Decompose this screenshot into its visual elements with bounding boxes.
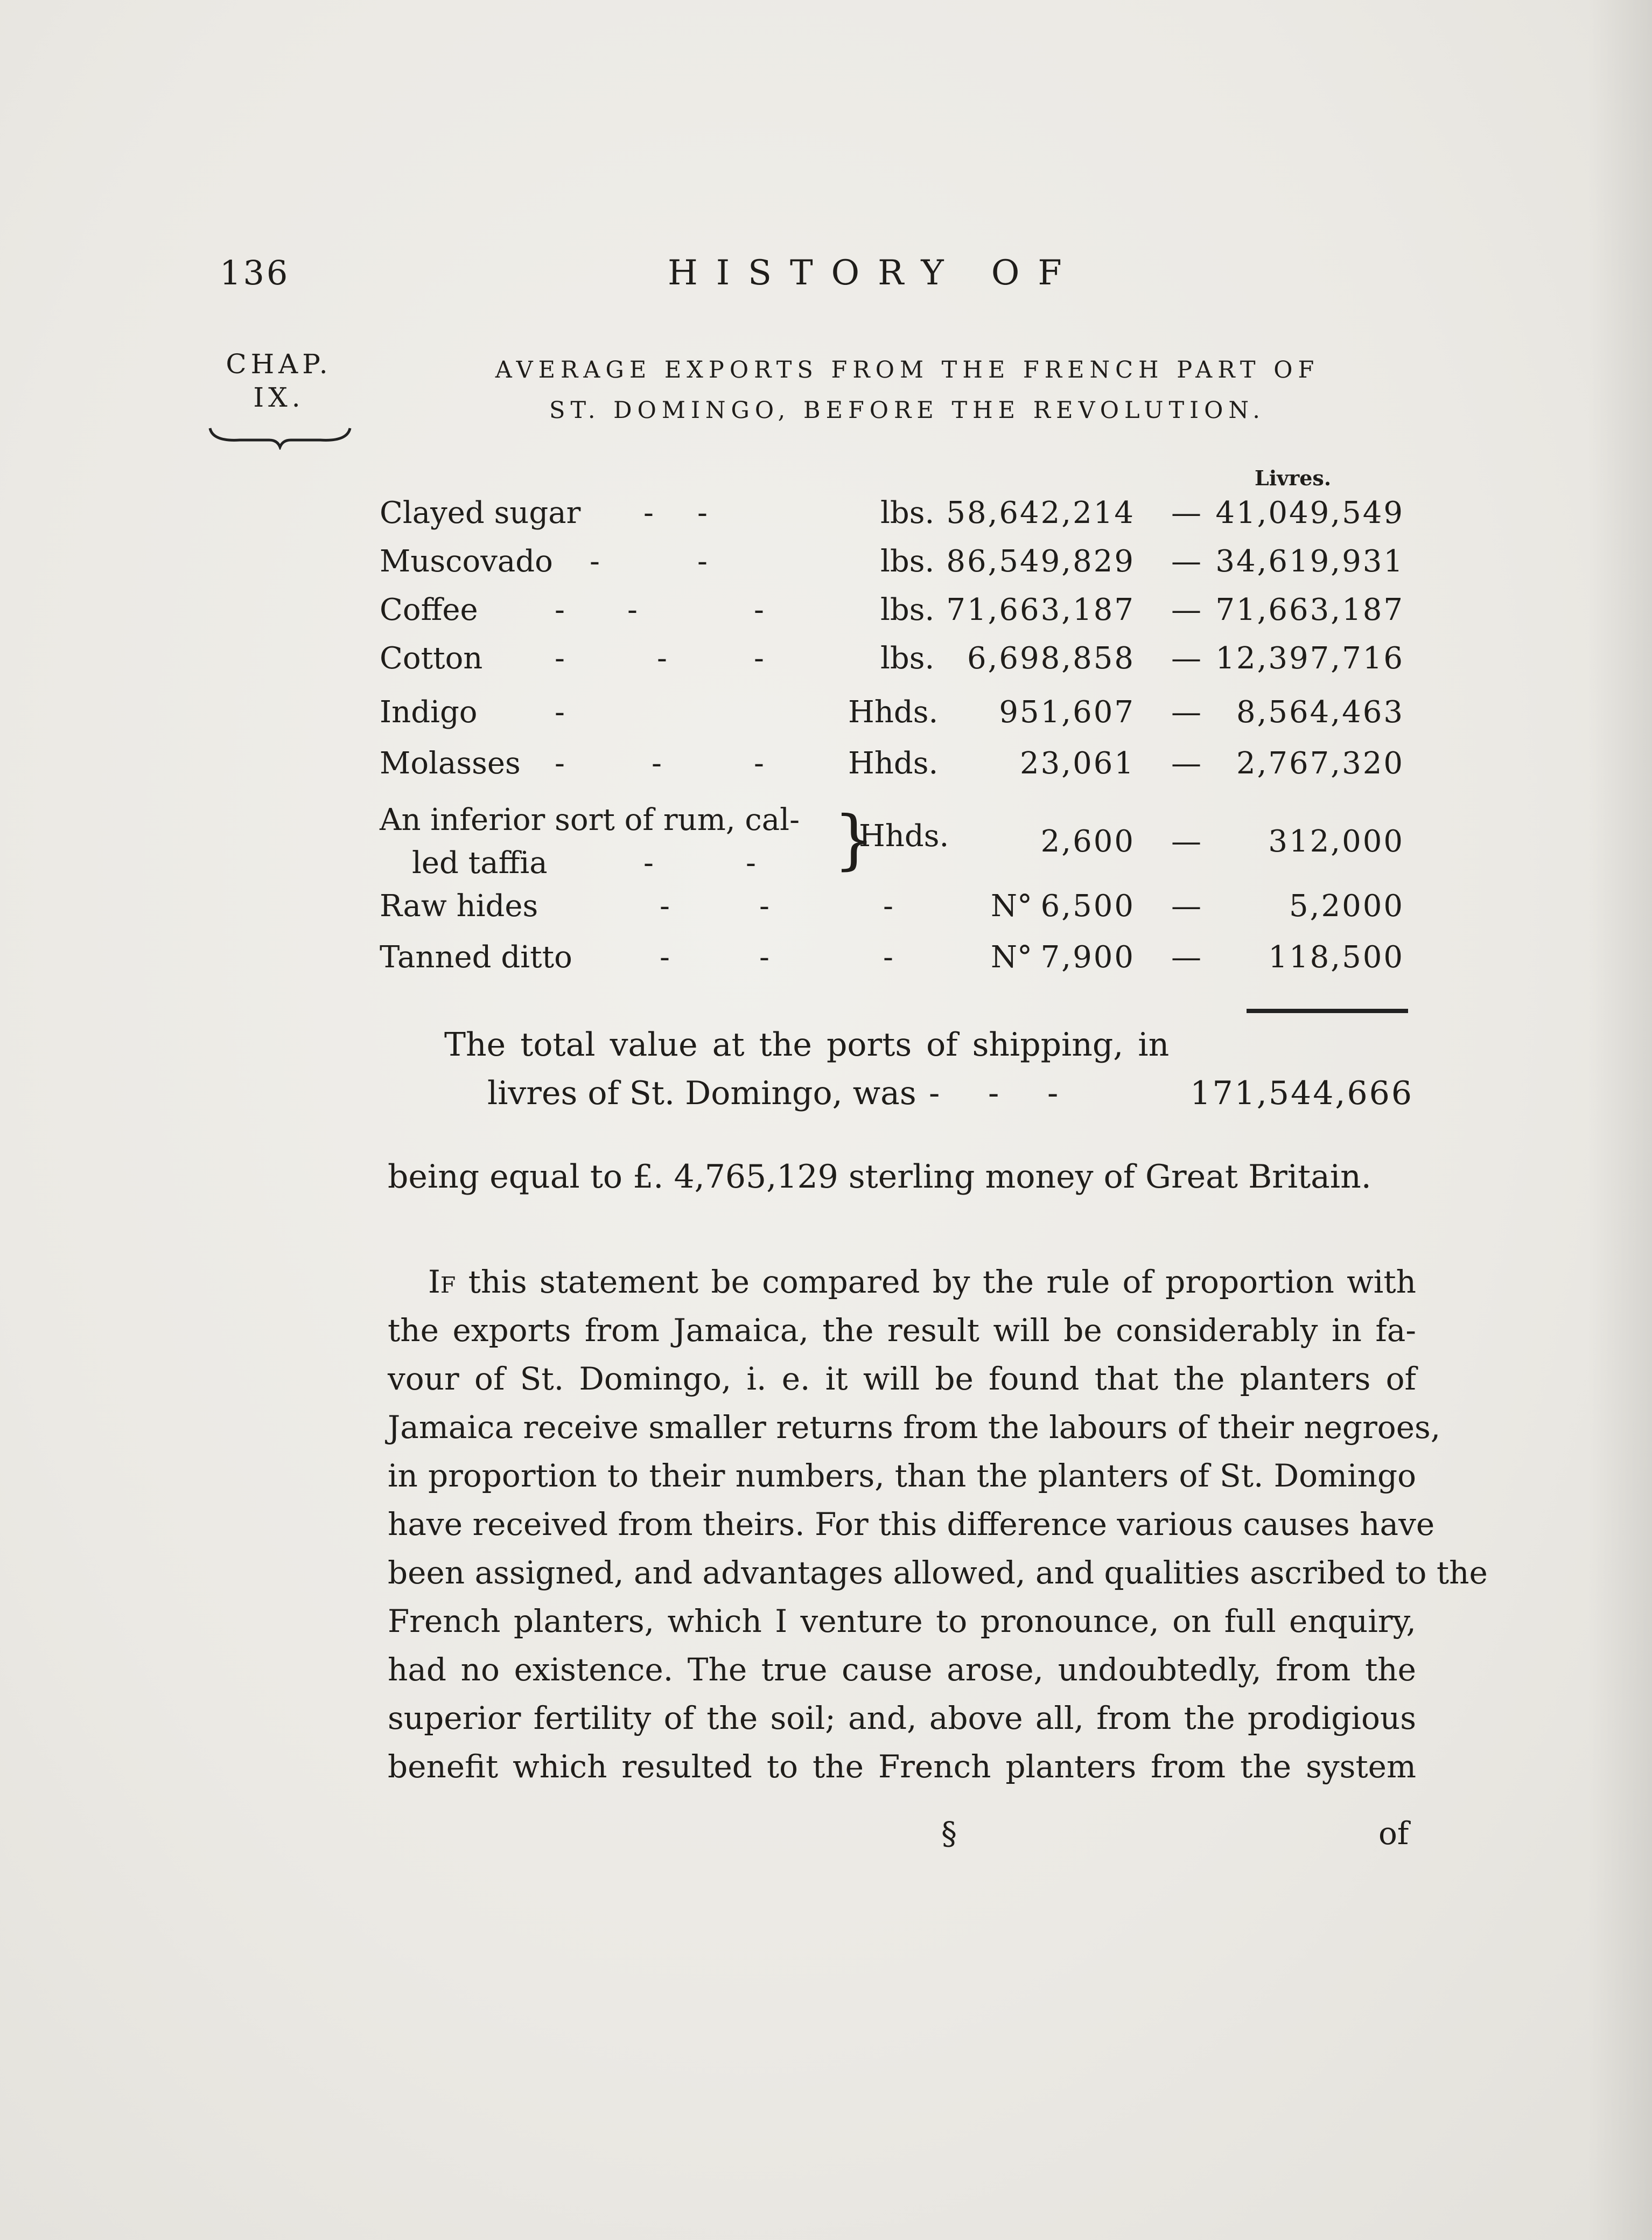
page-header xyxy=(0,253,1652,318)
total-value: 171,544,666 xyxy=(1190,1074,1413,1112)
livres-value: 2,767,320 xyxy=(1236,746,1404,781)
commodity-name: Raw hides xyxy=(380,889,538,924)
body-paragraph xyxy=(388,1258,1488,1791)
leader-dash: - xyxy=(883,889,893,924)
table-title-line2: ST. DOMINGO, BEFORE THE REVOLUTION. xyxy=(549,397,1265,424)
separator-dash: — xyxy=(1171,746,1201,781)
unit: Hhds. xyxy=(859,819,949,854)
leader-dash: - xyxy=(590,544,600,579)
leader-dash: - xyxy=(746,846,756,881)
chapter-brace-ornament xyxy=(207,417,353,450)
separator-dash: — xyxy=(1171,592,1201,627)
separator-dash: — xyxy=(1171,496,1201,531)
livres-value: 41,049,549 xyxy=(1215,496,1404,531)
page-number: 136 xyxy=(220,253,290,292)
unit: Hhds. xyxy=(848,695,939,730)
separator-dash: — xyxy=(1171,824,1201,859)
sterling-equivalent: being equal to £. 4,765,129 sterling money of Great Britain. xyxy=(388,1158,1371,1196)
livres-value: 8,564,463 xyxy=(1236,695,1404,730)
quantity: 2,600 xyxy=(1040,824,1135,859)
sum-rule xyxy=(1247,1009,1408,1013)
unit: Hhds. xyxy=(848,746,939,781)
paragraph-line: in proportion to their numbers, than the planters of St. Domingo xyxy=(388,1457,1416,1494)
paragraph-line: the exports from Jamaica, the result will be considerably in fa- xyxy=(388,1312,1416,1349)
quantity: 23,061 xyxy=(1020,746,1135,781)
unit: N° xyxy=(991,940,1032,975)
commodity-name: Coffee xyxy=(380,592,478,627)
chapter-marginal-label xyxy=(209,347,349,414)
livres-value: 118,500 xyxy=(1268,940,1404,975)
commodity-name: Muscovado xyxy=(380,544,553,579)
table-row xyxy=(0,746,1652,789)
livres-value: 71,663,187 xyxy=(1215,592,1404,627)
livres-value: 5,2000 xyxy=(1289,889,1404,924)
quantity: 951,607 xyxy=(999,695,1135,730)
leader-dash: - xyxy=(555,695,565,730)
commodity-name: Indigo xyxy=(380,695,478,730)
paragraph-line: French planters, which I venture to pronounce, on full enquiry, xyxy=(388,1603,1416,1639)
unit: lbs. xyxy=(880,592,935,627)
table-row xyxy=(0,496,1652,539)
table-row xyxy=(0,940,1652,983)
livres-value: 34,619,931 xyxy=(1215,544,1404,579)
paragraph-line: benefit which resulted to the French planters from the system xyxy=(388,1748,1416,1785)
leader-dash: - xyxy=(555,641,565,676)
table-row xyxy=(0,889,1652,932)
paragraph-line xyxy=(388,1258,1416,1306)
total-text-line2 xyxy=(487,1074,1413,1118)
table-title xyxy=(409,350,1405,431)
table-row xyxy=(0,695,1652,738)
unit: lbs. xyxy=(880,496,935,531)
quantity: 58,642,214 xyxy=(946,496,1135,531)
unit: lbs. xyxy=(880,544,935,579)
leader-dash: - xyxy=(1047,1074,1059,1112)
paragraph-line: been assigned, and advantages allowed, and qualities ascribed to the xyxy=(388,1554,1488,1591)
leader-dash: - xyxy=(697,544,708,579)
leader-dash: - xyxy=(883,940,893,975)
leader-dash: - xyxy=(697,496,708,531)
lead-smallcaps: If xyxy=(428,1264,456,1300)
chap-number: IX. xyxy=(253,382,305,413)
quantity: 86,549,829 xyxy=(946,544,1135,579)
quantity: 71,663,187 xyxy=(946,592,1135,627)
separator-dash: — xyxy=(1171,641,1201,676)
table-row-taffia xyxy=(0,803,1652,889)
leader-dash: - xyxy=(660,940,670,975)
separator-dash: — xyxy=(1171,889,1201,924)
total-text-line1: The total value at the ports of shipping, in xyxy=(444,1026,1170,1064)
quantity: 6,698,858 xyxy=(967,641,1135,676)
commodity-name: Tanned ditto xyxy=(380,940,572,975)
signature-mark: § xyxy=(941,1815,957,1852)
leader-dash: - xyxy=(754,641,764,676)
leader-dash: - xyxy=(555,592,565,627)
paragraph-line: Jamaica receive smaller returns from the labours of their negroes, xyxy=(388,1409,1441,1446)
commodity-name: Clayed sugar xyxy=(380,496,581,531)
leader-dash: - xyxy=(988,1074,999,1112)
running-title: HISTORY OF xyxy=(668,253,1080,293)
livres-value: 312,000 xyxy=(1268,824,1404,859)
unit: lbs. xyxy=(880,641,935,676)
paragraph-line-text: this statement be compared by the rule of proportion with xyxy=(468,1264,1416,1300)
table-row xyxy=(0,592,1652,636)
commodity-name-line1: An inferior sort of rum, cal- xyxy=(380,803,800,838)
leader-dash: - xyxy=(754,592,764,627)
commodity-name: Cotton xyxy=(380,641,483,676)
livres-value: 12,397,716 xyxy=(1215,641,1404,676)
page-gutter-shadow xyxy=(1587,0,1652,2240)
leader-dash: - xyxy=(643,846,654,881)
paragraph-line: have received from theirs. For this difference various causes have xyxy=(388,1506,1435,1543)
total-label: livres of St. Domingo, was xyxy=(487,1074,916,1112)
leader-dash: - xyxy=(555,746,565,781)
paragraph-line: superior fertility of the soil; and, above all, from the prodigious xyxy=(388,1700,1416,1736)
unit: N° xyxy=(991,889,1032,924)
separator-dash: — xyxy=(1171,544,1201,579)
table-row xyxy=(0,544,1652,587)
catchword: of xyxy=(1378,1815,1409,1852)
leader-dash: - xyxy=(643,496,654,531)
leader-dash: - xyxy=(759,889,769,924)
leader-dash: - xyxy=(660,889,670,924)
leader-dash: - xyxy=(627,592,638,627)
separator-dash: — xyxy=(1171,940,1201,975)
paragraph-line: had no existence. The true cause arose, undoubtedly, from the xyxy=(388,1651,1416,1688)
leader-dash: - xyxy=(657,641,667,676)
commodity-name: Molasses xyxy=(380,746,521,781)
table-row xyxy=(0,641,1652,684)
leader-dash: - xyxy=(754,746,764,781)
leader-dash: - xyxy=(652,746,662,781)
leader-dash: - xyxy=(929,1074,940,1112)
livres-column-header: Livres. xyxy=(1255,466,1332,490)
commodity-name-line2: led taffia xyxy=(412,846,548,881)
paragraph-line: vour of St. Domingo, i. e. it will be found that the planters of xyxy=(388,1360,1416,1397)
grouping-brace: } xyxy=(834,803,875,877)
quantity: 6,500 xyxy=(1040,889,1135,924)
table-title-line1: AVERAGE EXPORTS FROM THE FRENCH PART OF xyxy=(495,357,1320,383)
chap-label: CHAP. xyxy=(226,348,332,380)
separator-dash: — xyxy=(1171,695,1201,730)
leader-dash: - xyxy=(759,940,769,975)
quantity: 7,900 xyxy=(1040,940,1135,975)
